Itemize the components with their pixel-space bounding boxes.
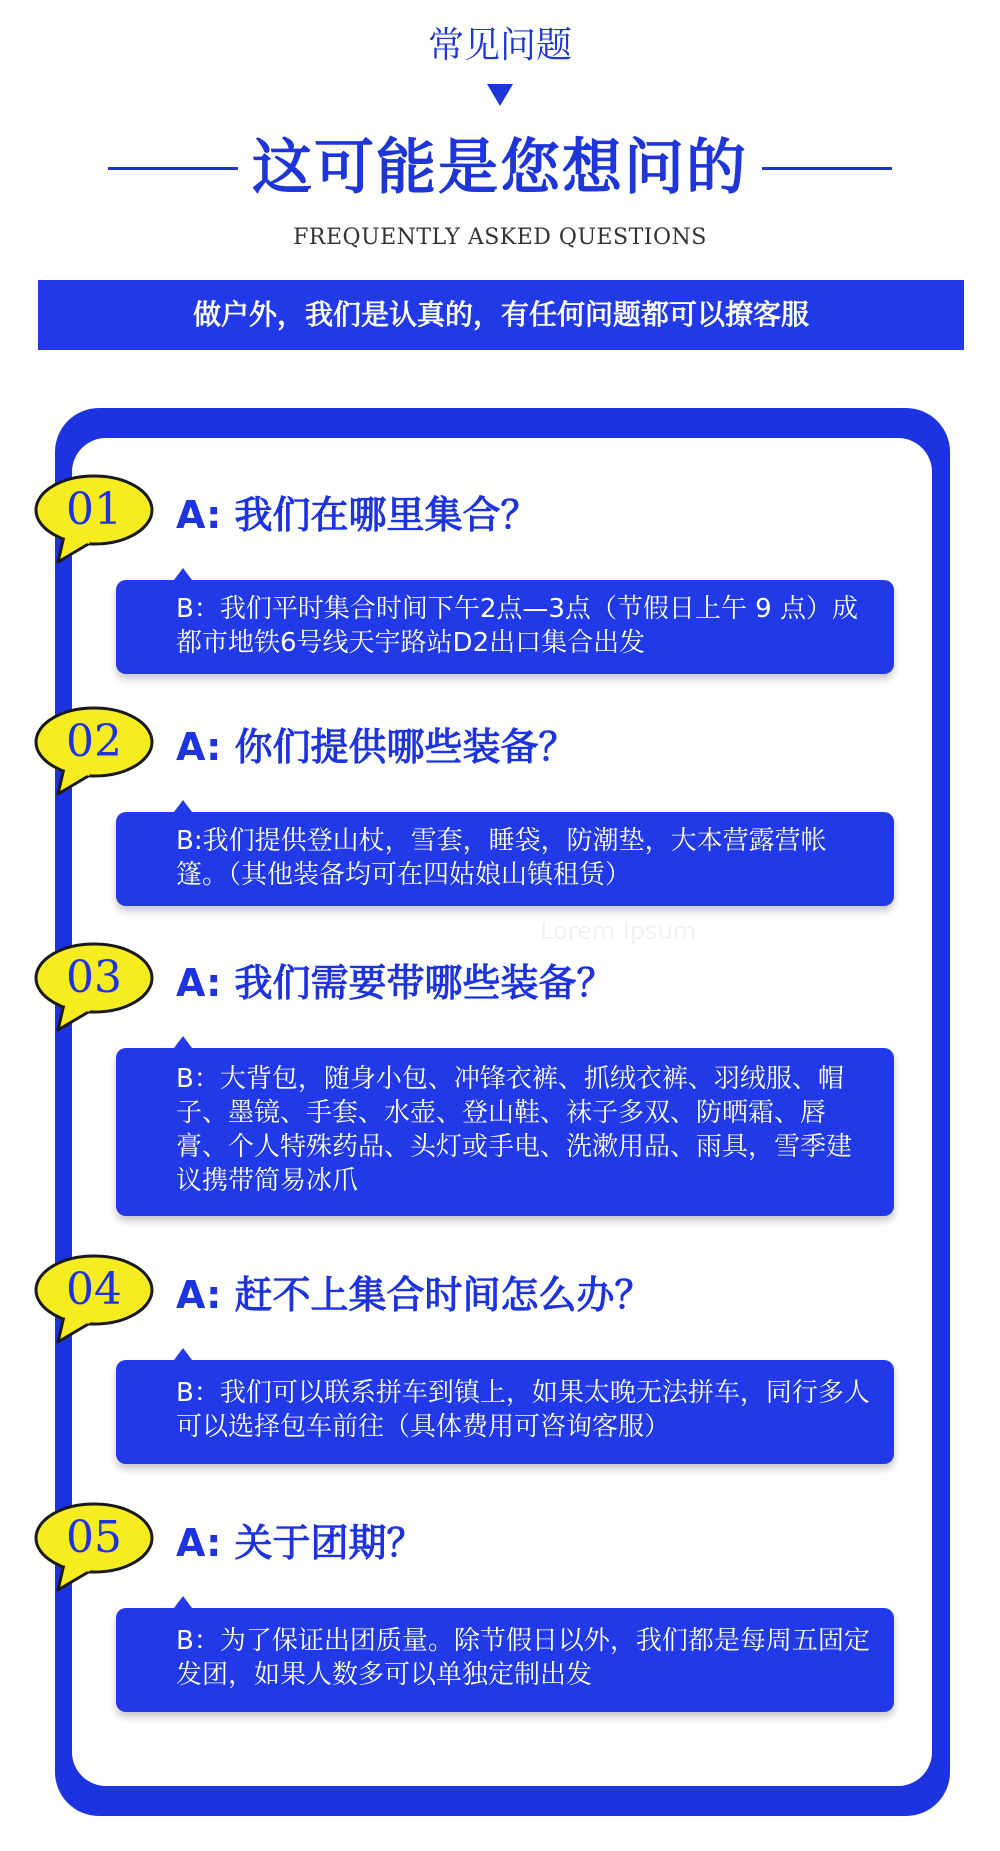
title-divider-right [762, 167, 892, 170]
answer-pointer [174, 1348, 192, 1360]
badge-number: 04 [66, 1264, 122, 1315]
answer-box-04 [116, 1360, 894, 1464]
down-arrow-icon [487, 84, 513, 106]
title-divider-left [108, 167, 238, 170]
service-banner: 做户外，我们是认真的，有任何问题都可以撩客服 [38, 280, 964, 350]
question-text: A: 我们在哪里集合？ [176, 493, 539, 537]
answer-pointer [174, 1596, 192, 1608]
question-text: A: 赶不上集合时间怎么办？ [176, 1273, 653, 1317]
answer-text: B：为了保证出团质量。除节假日以外，我们都是每周五固定发团，如果人数多可以单独定制出发 [176, 1626, 870, 1690]
badge-number: 02 [66, 716, 122, 767]
answer-box-02 [116, 812, 894, 906]
page-title: 这可能是您想问的 [252, 133, 748, 203]
answer-pointer [174, 800, 192, 812]
answer-pointer [174, 1036, 192, 1048]
page-subtitle: FREQUENTLY ASKED QUESTIONS [293, 225, 707, 250]
answer-text: B：我们平时集合时间下午2点—3点（节假日上午 9 点）成都市地铁6号线天宇路站D2出口集合出发 [176, 594, 858, 658]
answer-box-05 [116, 1608, 894, 1712]
answer-box-01 [116, 580, 894, 674]
answer-box-03 [116, 1048, 894, 1216]
answer-pointer [174, 568, 192, 580]
question-text: A: 你们提供哪些装备？ [176, 725, 577, 769]
badge-number: 05 [66, 1512, 122, 1563]
number-badge [32, 1250, 156, 1346]
section-label: 常见问题 [427, 25, 572, 66]
badge-number: 01 [66, 484, 122, 535]
number-badge [32, 702, 156, 798]
question-text: A: 我们需要带哪些装备？ [176, 961, 615, 1005]
number-badge [32, 470, 156, 566]
number-badge [32, 1498, 156, 1594]
answer-text: B:我们提供登山杖，雪套，睡袋，防潮垫，大本营露营帐篷。（其他装备均可在四姑娘山镇租赁） [176, 826, 827, 890]
badge-number: 03 [66, 952, 122, 1003]
number-badge [32, 938, 156, 1034]
title-row [0, 130, 1000, 206]
watermark: Lorem Ipsum [540, 917, 697, 945]
answer-text: B：我们可以联系拼车到镇上，如果太晚无法拼车，同行多人可以选择包车前往（具体费用可咨询客服） [176, 1378, 870, 1442]
question-text: A: 关于团期？ [176, 1521, 425, 1565]
answer-text: B：大背包，随身小包、冲锋衣裤、抓绒衣裤、羽绒服、帽子、墨镜、手套、水壶、登山鞋、袜子多双、防晒霜、唇膏、个人特殊药品、头灯或手电、洗漱用品、雨具，雪季建议携带简易冰爪 [176, 1064, 853, 1196]
